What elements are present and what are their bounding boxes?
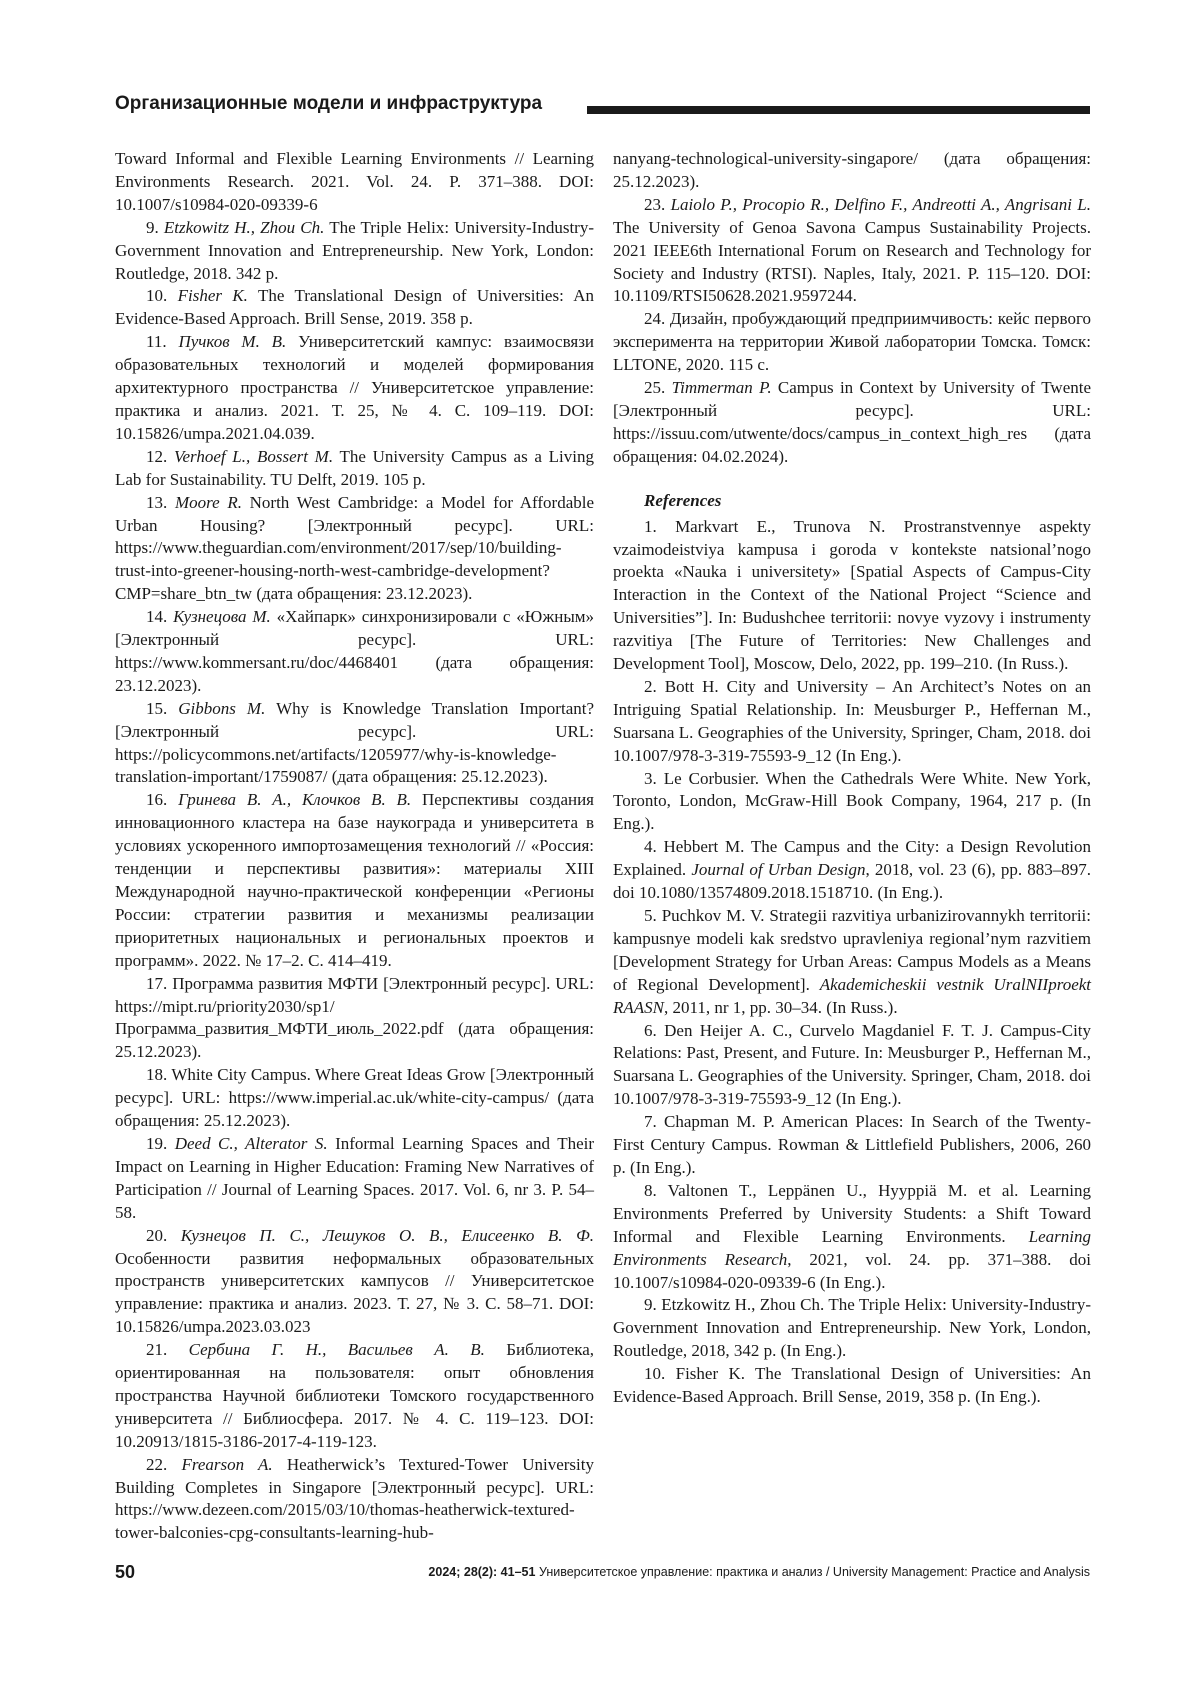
entry-author: Пучков М. В. bbox=[178, 332, 287, 352]
references-list bbox=[613, 516, 1091, 1409]
bibliography-entry bbox=[115, 698, 594, 790]
reference-entry bbox=[613, 905, 1091, 1020]
entry-author: Timmerman P. bbox=[671, 378, 772, 398]
reference-entry bbox=[613, 768, 1091, 837]
entry-author: Кузнецова М. bbox=[173, 607, 271, 627]
entry-number: 9. bbox=[644, 1295, 657, 1315]
bibliography-entry bbox=[613, 308, 1091, 377]
entry-number: 10. bbox=[146, 286, 168, 306]
bibliography-entry bbox=[115, 217, 594, 286]
bibliography-entry bbox=[115, 1339, 594, 1454]
entry-number: 3. bbox=[644, 768, 657, 788]
reference-entry bbox=[613, 1294, 1091, 1363]
journal-name: Университетское управление: практика и анализ / University Management: Practice and Analysis bbox=[538, 1565, 1090, 1579]
entry-text: North West Cambridge: a Model for Affordable Urban Housing? [Электронный ресурс]. URL: https://www.theguardian.com/environment/2017/sep/10/building-trust-into-greener-housing-north-west-cambridge-development?CMP=share_btn_tw (дата обращения: 23.12.2023). bbox=[115, 492, 595, 604]
entry-text: Toward Informal and Flexible Learning Environments // Learning Environments Research. 2021. Vol. 24. P. 371–388. DOI: 10.1007/s10984-020-09339-6 bbox=[115, 149, 594, 214]
journal-citation bbox=[428, 1565, 1090, 1579]
entry-number: 23. bbox=[644, 194, 666, 214]
entry-journal: Journal of Urban Design bbox=[691, 860, 866, 880]
entry-author: Gibbons M. bbox=[178, 698, 266, 718]
entry-number: 22. bbox=[146, 1454, 168, 1474]
bibliography-entry bbox=[115, 285, 594, 331]
entry-text: Fisher K. The Translational Design of Universities: An Evidence-Based Approach. Brill Sense, 2019, 358 p. (In Eng.). bbox=[613, 1364, 1092, 1407]
entry-number: 4. bbox=[644, 837, 657, 857]
entry-number: 25. bbox=[644, 378, 666, 398]
reference-entry bbox=[613, 676, 1091, 768]
references-heading: References bbox=[644, 490, 722, 510]
entry-text: Chapman M. P. American Places: In Search of the Twenty-First Century Campus. Rowman & Littlefield Publishers, 2006, 260 p. (In Eng.). bbox=[613, 1112, 1092, 1177]
entry-text: Den Heijer A. C., Curvelo Magdaniel F. T. J. Campus-City Relations: Past, Present, and Future. In: Meusburger P., Heffernan M., Suarsana L. Geographies of the University. Springer, Cham, 2018. doi 10.1007/978-3-319-75593-9_12 (In Eng.). bbox=[613, 1020, 1092, 1109]
entry-number: 9. bbox=[146, 217, 159, 237]
entry-text: Puchkov M. V. Strategii razvitiya urbanizirovannykh territorii: kampusnye modeli kak sredstvo upravleniya regional’nym razvitiem [Development Strategy for Urban Areas: Campus Models as a Means of Regional Development]. bbox=[613, 906, 1092, 994]
entry-author: Moore R. bbox=[174, 492, 242, 512]
entry-text: White City Campus. Where Great Ideas Grow [Электронный ресурс]. URL: https://www.imperial.ac.uk/white-city-campus/ (дата обращения: 25.12.2023). bbox=[115, 1065, 594, 1131]
entry-author: Deed C., Alterator S. bbox=[174, 1133, 328, 1153]
bibliography-entry bbox=[613, 194, 1091, 309]
entry-number: 12. bbox=[146, 446, 168, 466]
bibliography-continued bbox=[613, 148, 1091, 469]
entry-author: Laiolo P., Procopio R., Delfino F., Andreotti A., Angrisani L. bbox=[670, 194, 1091, 214]
issue-citation: 2024; 28(2): 41–51 bbox=[428, 1565, 536, 1579]
left-column bbox=[115, 148, 594, 1545]
entry-number: 17. bbox=[146, 973, 168, 993]
entry-author: Frearson A. bbox=[181, 1454, 273, 1474]
entry-text: Campus in Context by University of Twente [Электронный ресурс]. URL: https://issuu.com/utwente/docs/campus_in_context_high_res (дата обращения: 04.02.2024). bbox=[613, 378, 1092, 466]
header-rule bbox=[587, 106, 1090, 114]
entry-number: 8. bbox=[644, 1180, 657, 1200]
reference-entry bbox=[613, 1363, 1091, 1409]
bibliography-entry bbox=[115, 492, 594, 607]
entry-number: 18. bbox=[146, 1065, 168, 1085]
entry-number: 19. bbox=[146, 1133, 168, 1153]
right-column bbox=[613, 148, 1091, 1409]
entry-number: 15. bbox=[146, 698, 168, 718]
entry-text: Why is Knowledge Translation Important? [Электронный ресурс]. URL: https://policycommons.net/artifacts/1205977/why-is-knowledge-translation-important/1759087/ (дата обращения: 25.12.2023). bbox=[115, 698, 595, 787]
entry-text: Университетский кампус: взаимосвязи образовательных технологий и моделей формирования архитектурного пространства // Университетское управление: практика и анализ. 2021. Т. 25, № 4. С. 109–119. DOI: 10.15826/umpa.2021.04.039. bbox=[115, 332, 595, 443]
entry-number: 20. bbox=[146, 1225, 168, 1245]
entry-text: Программа развития МФТИ [Электронный ресурс]. URL: https://mipt.ru/priority2030/sp1/Программа_развития_МФТИ_июль_2022.pdf (дата обращения: 25.12.2023). bbox=[115, 973, 595, 1062]
reference-entry bbox=[613, 1180, 1091, 1295]
entry-number: 16. bbox=[146, 790, 168, 810]
entry-author: Verhoef L., Bossert M. bbox=[173, 446, 334, 466]
entry-number: 24. bbox=[644, 309, 666, 329]
entry-text-tail: , 2011, nr 1, pp. 30–34. (In Russ.). bbox=[664, 997, 898, 1017]
entry-text: nanyang-technological-university-singapore/ (дата обращения: 25.12.2023). bbox=[613, 149, 1091, 191]
entry-journal: Learning Environments Research bbox=[613, 1226, 1091, 1269]
running-header bbox=[115, 93, 1090, 123]
entry-text: Markvart E., Trunova N. Prostranstvennye aspekty vzaimodeistviya kampusa i goroda v kontekste natsional’nogo proekta «Nauka i universitety» [Spatial Aspects of Campus-City Interaction in the Context of the National Project “Science and Universities”]. In: Budushchee territorii: novye vyzovy i instrumenty razvitiya [The Future of Territories: New Challenges and Development Tool], Moscow, Delo, 2022, pp. 199–210. (In Russ.). bbox=[613, 516, 1091, 674]
entry-number: 21. bbox=[146, 1340, 168, 1360]
entry-text: Informal Learning Spaces and Their Impact on Learning in Higher Education: Framing New Narratives of Participation // Journal of Learning Spaces. 2017. Vol. 6, nr 3. P. 54–58. bbox=[115, 1133, 595, 1222]
reference-entry bbox=[613, 836, 1091, 905]
reference-entry bbox=[613, 1020, 1091, 1112]
reference-entry bbox=[613, 516, 1091, 676]
bibliography-entry bbox=[115, 606, 594, 698]
section-title: Организационные модели и инфраструктура bbox=[115, 93, 543, 114]
entry-text: The Triple Helix: University-Industry-Government Innovation and Entrepreneurship. New York, London: Routledge, 2018. 342 p. bbox=[115, 217, 594, 283]
bibliography-entry bbox=[613, 148, 1091, 194]
entry-author: Гринева В. А., Клочков В. В. bbox=[178, 790, 412, 810]
entry-number: 13. bbox=[146, 492, 168, 512]
entry-text: Heatherwick’s Textured-Tower University Building Completes in Singapore [Электронный ресурс]. URL: https://www.dezeen.com/2015/03/10/thomas-heatherwick-textured-tower-balconies-cpg-consultants-learning-hub- bbox=[115, 1454, 594, 1543]
entry-text: Etzkowitz H., Zhou Ch. The Triple Helix: University-Industry-Government Innovation and Entrepreneurship. New York, London, Routledge, 2018, 342 p. (In Eng.). bbox=[613, 1295, 1092, 1361]
entry-author: Сербина Г. Н., Васильев А. В. bbox=[188, 1340, 485, 1360]
reference-entry bbox=[613, 1111, 1091, 1180]
entry-text: The Translational Design of Universities: An Evidence-Based Approach. Brill Sense, 2019. 358 p. bbox=[115, 286, 594, 329]
entry-number: 14. bbox=[146, 607, 168, 627]
entry-journal: Akademicheskii vestnik UralNIIproekt RAASN bbox=[613, 974, 1092, 1017]
bibliography-entry bbox=[115, 1225, 594, 1340]
bibliography-entry bbox=[115, 1133, 594, 1225]
entry-text: The University of Genoa Savona Campus Sustainability Projects. 2021 IEEE6th International Forum on Research and Technology for Society and Industry (RTSI). Naples, Italy, 2021. P. 115–120. DOI: 10.1109/RTSI50628.2021.9597244. bbox=[613, 217, 1091, 306]
entry-text: Le Corbusier. When the Cathedrals Were White. New York, Toronto, London, McGraw-Hill Book Company, 1964, 217 p. (In Eng.). bbox=[613, 768, 1092, 834]
entry-text: Библиотека, ориентированная на пользователя: опыт обновления пространства Научной библиотеки Томского государственного университета // Библиосфера. 2017. № 4. С. 119–123. DOI: 10.20913/1815-3186-2017-4-119-123. bbox=[115, 1340, 594, 1451]
bibliography-entry bbox=[613, 377, 1091, 469]
entry-text: Дизайн, пробуждающий предприимчивость: кейс первого эксперимента на территории Живой лаборатории Томска. Томск: LLTONE, 2020. 115 с. bbox=[613, 309, 1091, 375]
entry-author: Fisher K. bbox=[177, 286, 248, 306]
entry-text: Перспективы создания инновационного кластера на базе наукограда и университета в условиях ускоренного импортозамещения технологий // «Россия: тенденции и перспективы развития»: материалы XIII Международной научно-практической конференции «Регионы России: стратегии развития и механизмы реализации приоритетных национальных и региональных проектов и программ». 2022. № 17–2. С. 414–419. bbox=[115, 790, 595, 970]
bibliography-entry bbox=[115, 1454, 594, 1546]
bibliography-entry bbox=[115, 789, 594, 972]
entry-text: Hebbert M. The Campus and the City: a Design Revolution Explained. bbox=[613, 837, 1092, 880]
entry-number: 5. bbox=[644, 906, 657, 925]
bibliography-entry bbox=[115, 1064, 594, 1133]
bibliography-entry bbox=[115, 446, 594, 492]
entry-author: Etzkowitz H., Zhou Ch. bbox=[163, 217, 325, 237]
page-footer bbox=[115, 1562, 1090, 1586]
entry-number: 10. bbox=[644, 1364, 666, 1384]
entry-text: The University Campus as a Living Lab for Sustainability. TU Delft, 2019. 105 p. bbox=[115, 446, 594, 489]
entry-text-tail: , 2021, vol. 24. pp. 371–388. doi 10.1007/s10984-020-09339-6 (In Eng.). bbox=[613, 1249, 1091, 1292]
entry-number: 6. bbox=[644, 1020, 657, 1040]
entry-number: 7. bbox=[644, 1112, 657, 1132]
bibliography-entry bbox=[115, 973, 594, 1065]
bibliography-entry bbox=[115, 331, 594, 446]
entry-number: 11. bbox=[146, 332, 167, 352]
entry-text-tail: , 2018, vol. 23 (6), pp. 883–897. doi 10.1080/13574809.2018.1518710. (In Eng.). bbox=[613, 860, 1092, 903]
page-number: 50 bbox=[115, 1562, 136, 1582]
bibliography-entry bbox=[115, 148, 594, 217]
entry-text: Bott H. City and University – An Architect’s Notes on an Intriguing Spatial Relationship. In: Meusburger P., Heffernan M., Suarsana L. Geographies of the University, Springer, Cham, 2018. doi 10.1007/978-3-319-75593-9_12 (In Eng.). bbox=[613, 676, 1091, 765]
entry-number: 1. bbox=[644, 516, 657, 536]
entry-number: 2. bbox=[644, 676, 657, 696]
entry-text: Valtonen T., Leppänen U., Hyyppiä M. et al. Learning Environments Preferred by University Students: a Shift Toward Informal and Flexible Learning Environments. bbox=[613, 1180, 1091, 1246]
entry-text: Особенности развития неформальных образовательных пространств университетских кампусов // Университетское управление: практика и анализ. 2023. Т. 27, № 3. С. 58–71. DOI: 10.15826/umpa.2023.03.023 bbox=[115, 1248, 594, 1337]
entry-author: Кузнецов П. С., Лешуков О. В., Елисеенко В. Ф. bbox=[180, 1225, 594, 1245]
entry-text: «Хайпарк» синхронизировали с «Южным» [Электронный ресурс]. URL: https://www.kommersant.ru/doc/4468401 (дата обращения: 23.12.2023). bbox=[115, 607, 594, 695]
